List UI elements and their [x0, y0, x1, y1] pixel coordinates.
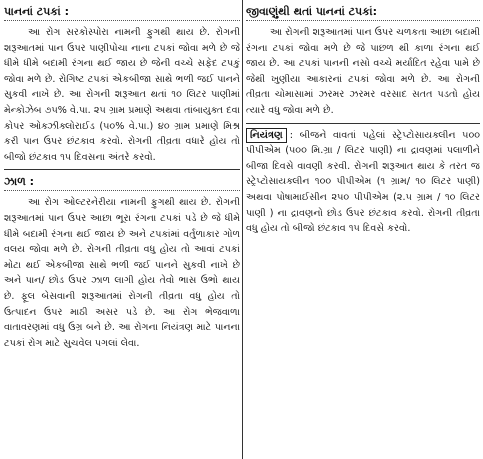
column-divider: [242, 0, 243, 459]
control-label: નિયંત્રણ: [246, 128, 287, 143]
blight-heading: ઝાળ :: [4, 174, 240, 191]
section-divider: [4, 169, 240, 170]
control-paragraph: [246, 128, 480, 237]
leaf-spot-body: આ રોગ સરકોસ્પોરા નામની ફુગથી થાય છે. રોગની શરૂઆતમાં પાન ઉપર પાણીપોચા નાના ટપકાં જોવા મળે છે જે ધીમે ધીમે બદામી રંગના થઈ જાય છે જેની વચ્ચે સફેદ ટપકું જોવા મળે છે. રોગિષ્ટ ટપકાં એકબીજા સાથે ભળી જઈ પાનને સુકવી નાખે છે. આ રોગની શરૂઆત થતાં ૧૦ લિટર પાણીમાં મેન્કોઝેબ ૭૫% વે.પા. ૨૫ ગ્રામ પ્રમાણે અથવા તાંબાયુક્ત દવા કોપર ઓક્ઝીક્લોરાઈડ (૫૦% વે.પા.) ૪૦ ગ્રામ પ્રમાણે મિશ્ર કરી પાન ઉપર છંટકાવ કરવો. રોગની તીવ્રતા વધારે હોય તો બીજો છંટકાવ ૧૫ દિવસના અંતરે કરવો.: [4, 27, 240, 163]
bacterial-leaf-spot-body: આ રોગની શરૂઆતમાં પાન ઉપર ચળકતા આછા બદામી રંગના ટપકાં જોવા મળે છે જે પાછળ થી કાળા રંગના થઈ જાય છે. આ ટપકાં પાનની નસો વચ્ચે મર્યાદિત રહેવા પામે છે જેથી ખુણીયા આકારનાં ટપકાં જોવા મળે છે. આ રોગની તીવ્રતા ચોમાસામાં ઝરમર ઝરમર વરસાદ સતત પડતો હોય ત્યારે વધુ જોવા મળે છે.: [246, 27, 480, 116]
bacterial-leaf-spot-heading: જીવાણુંથી થતાં પાનનાં ટપકાં:: [246, 4, 480, 21]
left-column: [4, 2, 240, 355]
section-divider: [246, 123, 480, 124]
right-column: [246, 2, 480, 241]
control-body: : બીજને વાવતાં પહેલાં સ્ટ્રેપ્ટોસાયક્લીન ૫૦૦ પીપીએમ (૫૦૦ મિ.ગ્રા / લિટર પાણી) ના દ્રાવણમાં પલાળીને બીજા દિવસે વાવણી કરવી. રોગની શરૂઆત થાય કે તરત જ સ્ટ્રેપ્ટોસાયક્લીન ૧૦૦ પીપીએમ (૧ ગ્રામ/ ૧૦ લિટર પાણી) અથવા પોષામાઈસીન ૨૫૦ પીપીએમ (૨.૫ ગ્રામ / ૧૦ લિટર પાણી ) ના દ્રાવણનો છોડ ઉપર છંટકાવ કરવો. રોગની તીવ્રતા વધુ હોય તો બીજો છંટકાવ ૧૫ દિવસે કરવો.: [246, 129, 480, 235]
blight-body: આ રોગ ઓલ્ટરનેરીયા નામની ફુગથી થાય છે. રોગની શરૂઆતમાં પાન ઉપર આછા ભૂરા રંગના ટપકાં પડે છે જે ધીમે ધીમે બદામી રંગના થઈ જાય છે અને ટપકાંમાં વર્તુળાકાર ગોળ વલય જોવા મળે છે. રોગની તીવ્રતા વધુ હોય તો આવાં ટપકાં મોટા થઈ એકબીજા સાથે ભળી જઈ પાનને સુકવી નાખે છે અને પાન/ છોડ ઉપર ઝાળ લાગી હોય તેવો ભાસ ઉભો થાય છે. ફૂલ બેસવાની શરૂઆતમાં રોગની તીવ્રતા વધુ હોય તો ઉત્પાદન ઉપર માઠી અસર પડે છે. આ રોગ ભેજવાળા વાતાવરણમાં વધુ ઉગ્ર બને છે. આ રોગના નિયંત્રણ માટે પાનના ટપકાં રોગ માટે સુચવેલ પગલાં લેવા.: [4, 197, 240, 349]
leaf-spot-heading: પાનનાં ટપકાં :: [4, 4, 240, 21]
